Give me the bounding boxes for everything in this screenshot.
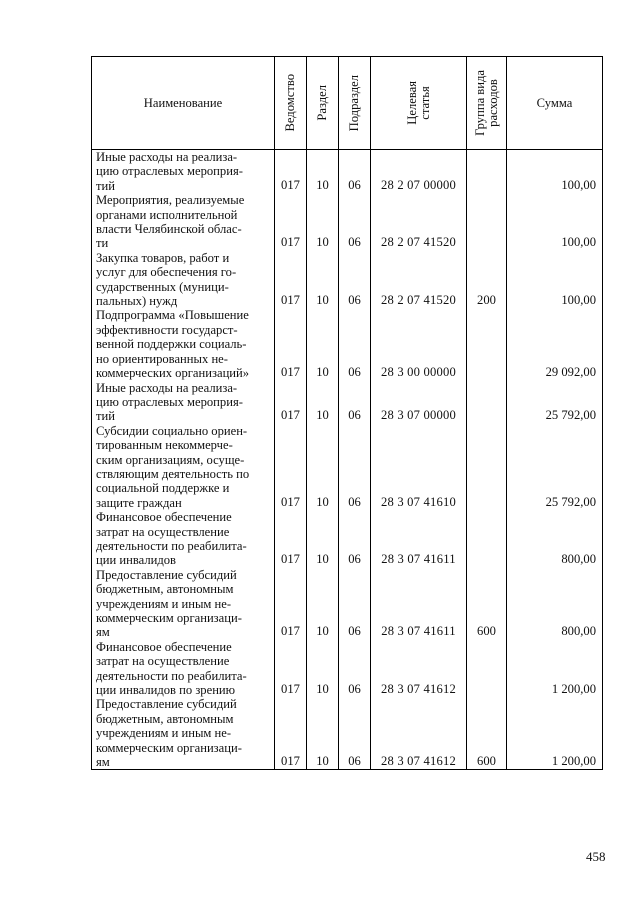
row-subsection: 06 xyxy=(339,697,371,770)
row-name-line: ским организациям, осуще- xyxy=(96,452,245,467)
row-target: 28 3 07 00000 xyxy=(371,381,467,424)
row-section: 10 xyxy=(307,640,339,698)
row-name-line: Иные расходы на реализа- xyxy=(96,380,238,395)
row-ministry: 017 xyxy=(275,193,307,251)
row-name-line: Предоставление субсидий xyxy=(96,567,237,582)
row-group: 600 xyxy=(467,568,507,640)
row-name-line: защите граждан xyxy=(96,495,182,510)
row-name-line: затрат на осуществление xyxy=(96,524,230,539)
table-row xyxy=(92,640,603,698)
row-target: 28 3 07 41612 xyxy=(371,697,467,770)
row-ministry: 017 xyxy=(275,381,307,424)
table-row xyxy=(92,424,603,510)
row-target: 28 3 07 41610 xyxy=(371,424,467,510)
row-target: 28 2 07 41520 xyxy=(371,193,467,251)
row-subsection: 06 xyxy=(339,640,371,698)
row-name-line: Мероприятия, реализуемые xyxy=(96,193,245,208)
header-group: Группа вида расходов xyxy=(467,57,507,150)
row-subsection: 06 xyxy=(339,510,371,568)
row-name-line: тий xyxy=(96,409,115,424)
row-name-line: ям xyxy=(96,755,110,770)
row-name-line: деятельности по реабилита- xyxy=(96,668,247,683)
row-name-line: деятельности по реабилита- xyxy=(96,538,247,553)
row-name-line: бюджетным, автономным xyxy=(96,711,234,726)
row-name xyxy=(92,697,275,770)
header-name: Наименование xyxy=(92,57,275,150)
row-name-line: органами исполнительной xyxy=(96,207,238,222)
row-sum: 100,00 xyxy=(507,251,603,309)
row-name-line: цию отраслевых мероприя- xyxy=(96,394,243,409)
row-target: 28 3 00 00000 xyxy=(371,308,467,380)
table-row xyxy=(92,510,603,568)
header-subsection: Подраздел xyxy=(339,57,371,150)
row-name-line: Закупка товаров, работ и xyxy=(96,250,230,265)
row-subsection: 06 xyxy=(339,568,371,640)
row-name-line: учреждениям и иным не- xyxy=(96,726,232,741)
row-ministry: 017 xyxy=(275,568,307,640)
row-name-line: учреждениям и иным не- xyxy=(96,596,232,611)
table-row xyxy=(92,568,603,640)
row-name-line: ции инвалидов по зрению xyxy=(96,683,236,698)
header-ministry: Ведомство xyxy=(275,57,307,150)
row-section: 10 xyxy=(307,568,339,640)
row-name xyxy=(92,251,275,309)
row-name xyxy=(92,510,275,568)
table-row xyxy=(92,697,603,770)
row-name-line: социальной поддержке и xyxy=(96,481,230,496)
row-group xyxy=(467,308,507,380)
row-subsection: 06 xyxy=(339,193,371,251)
row-name-line: затрат на осуществление xyxy=(96,654,230,669)
row-section: 10 xyxy=(307,150,339,194)
row-name-line: но ориентированных не- xyxy=(96,351,228,366)
row-name-line: сударственных (муници- xyxy=(96,279,229,294)
row-group xyxy=(467,640,507,698)
row-group xyxy=(467,424,507,510)
row-name-line: ям xyxy=(96,625,110,640)
row-name-line: Иные расходы на реализа- xyxy=(96,150,238,164)
row-name-line: тий xyxy=(96,178,115,193)
row-name xyxy=(92,568,275,640)
row-name-line: коммерческим организаци- xyxy=(96,611,242,625)
row-name xyxy=(92,308,275,380)
row-name-line: ции инвалидов xyxy=(96,553,177,568)
row-ministry: 017 xyxy=(275,510,307,568)
row-target: 28 3 07 41611 xyxy=(371,510,467,568)
row-sum: 1 200,00 xyxy=(507,640,603,698)
row-group xyxy=(467,150,507,194)
row-sum: 100,00 xyxy=(507,150,603,194)
row-name xyxy=(92,640,275,698)
row-section: 10 xyxy=(307,510,339,568)
row-sum: 25 792,00 xyxy=(507,424,603,510)
row-name xyxy=(92,381,275,424)
row-sum: 25 792,00 xyxy=(507,381,603,424)
row-target: 28 2 07 00000 xyxy=(371,150,467,194)
page-number: 458 xyxy=(586,849,606,864)
row-subsection: 06 xyxy=(339,308,371,380)
row-name-line: коммерческих организаций» xyxy=(96,366,250,381)
row-group: 200 xyxy=(467,251,507,309)
row-name-line: эффективности государст- xyxy=(96,322,238,337)
row-sum: 800,00 xyxy=(507,510,603,568)
row-name-line: Подпрограмма «Повышение xyxy=(96,308,249,323)
row-name xyxy=(92,193,275,251)
row-ministry: 017 xyxy=(275,640,307,698)
table-row xyxy=(92,193,603,251)
row-section: 10 xyxy=(307,251,339,309)
table-row xyxy=(92,251,603,309)
row-target: 28 2 07 41520 xyxy=(371,251,467,309)
row-group xyxy=(467,381,507,424)
header-target: Целевая статья xyxy=(371,57,467,150)
table-row xyxy=(92,308,603,380)
row-target: 28 3 07 41612 xyxy=(371,640,467,698)
row-name-line: Предоставление субсидий xyxy=(96,697,237,712)
header-sum: Сумма xyxy=(507,57,603,150)
row-ministry: 017 xyxy=(275,150,307,194)
row-name-line: Финансовое обеспечение xyxy=(96,510,232,525)
row-section: 10 xyxy=(307,381,339,424)
row-name-line: услуг для обеспечения го- xyxy=(96,265,237,280)
row-subsection: 06 xyxy=(339,424,371,510)
row-section: 10 xyxy=(307,697,339,770)
row-name xyxy=(92,424,275,510)
budget-table xyxy=(91,56,603,770)
table-row xyxy=(92,150,603,194)
row-sum: 800,00 xyxy=(507,568,603,640)
row-name-line: ти xyxy=(96,236,109,251)
row-section: 10 xyxy=(307,308,339,380)
row-subsection: 06 xyxy=(339,381,371,424)
row-name-line: коммерческим организаци- xyxy=(96,740,242,755)
row-name-line: власти Челябинской облас- xyxy=(96,222,242,237)
table-body xyxy=(92,150,603,770)
table-row xyxy=(92,381,603,424)
row-name-line: венной поддержки социаль- xyxy=(96,337,247,352)
row-name-line: цию отраслевых мероприя- xyxy=(96,164,243,179)
row-name-line: бюджетным, автономным xyxy=(96,582,234,597)
row-group xyxy=(467,510,507,568)
row-ministry: 017 xyxy=(275,697,307,770)
table-header-row xyxy=(92,57,603,150)
row-name-line: Субсидии социально ориен- xyxy=(96,423,248,438)
row-sum: 100,00 xyxy=(507,193,603,251)
row-sum: 29 092,00 xyxy=(507,308,603,380)
row-ministry: 017 xyxy=(275,424,307,510)
row-name xyxy=(92,150,275,194)
header-section: Раздел xyxy=(307,57,339,150)
row-target: 28 3 07 41611 xyxy=(371,568,467,640)
row-sum: 1 200,00 xyxy=(507,697,603,770)
row-name-line: ствляющим деятельность по xyxy=(96,466,250,481)
row-name-line: пальных) нужд xyxy=(96,294,178,309)
row-ministry: 017 xyxy=(275,251,307,309)
row-section: 10 xyxy=(307,424,339,510)
row-section: 10 xyxy=(307,193,339,251)
row-name-line: тированным некоммерче- xyxy=(96,438,233,453)
row-ministry: 017 xyxy=(275,308,307,380)
row-name-line: Финансовое обеспечение xyxy=(96,639,232,654)
row-subsection: 06 xyxy=(339,251,371,309)
row-group xyxy=(467,193,507,251)
row-group: 600 xyxy=(467,697,507,770)
row-subsection: 06 xyxy=(339,150,371,194)
